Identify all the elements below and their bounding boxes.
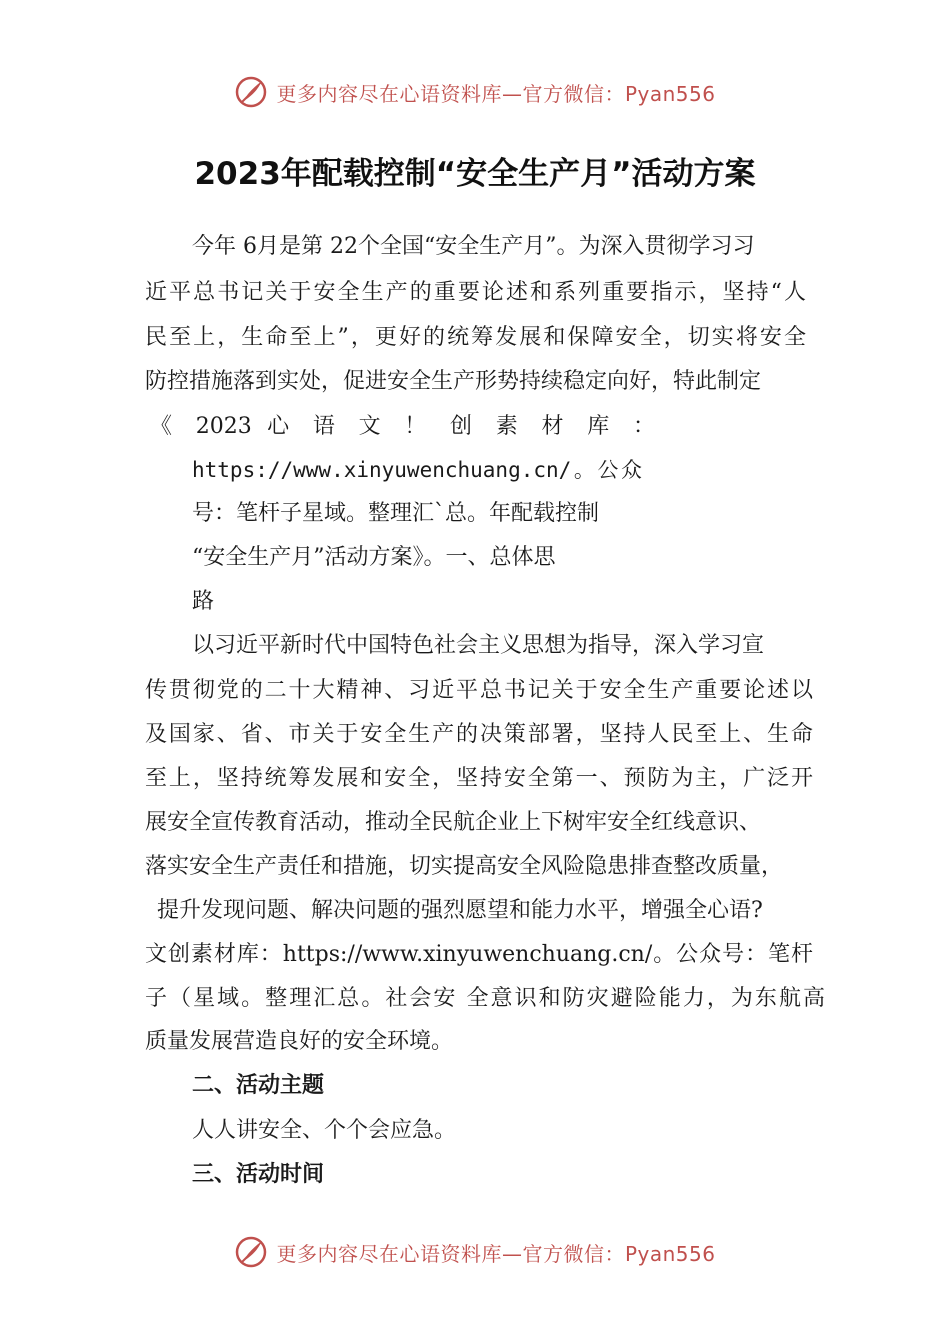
body-line: 至上，坚持统筹发展和安全，坚持安全第一、预防为主，广泛开 bbox=[145, 766, 813, 791]
body-line: 防控措施落到实处，促进安全生产形势持续稳定向好，特此制定 bbox=[145, 369, 762, 394]
watermark-footer bbox=[0, 1230, 950, 1274]
body-line: 以习近平新时代中国特色社会主义思想为指导，深入学习宣 bbox=[192, 633, 765, 658]
body-line: 子（星域。整理汇总。社会安 全意识和防灾避险能力，为东航高 bbox=[145, 986, 825, 1011]
quill-circle-icon bbox=[234, 75, 268, 109]
document-title: 2023年配载控制“安全生产月”活动方案 bbox=[194, 156, 756, 192]
body-line: “安全生产月”活动方案》。一、总体思 bbox=[192, 545, 556, 570]
body-line: 传贯彻党的二十大精神、习近平总书记关于安全生产重要论述以 bbox=[145, 678, 813, 703]
body-line: 今年 6月是第 22个全国“安全生产月”。为深入贯彻学习习 bbox=[192, 234, 755, 259]
body-line: 人人讲安全、个个会应急。 bbox=[192, 1118, 457, 1143]
body-line: 落实安全生产责任和措施，切实提高安全风险隐患排查整改质量， bbox=[145, 854, 784, 879]
body-line: 号：笔杆子星域。整理汇`总。年配载控制 bbox=[192, 501, 600, 526]
section-heading: 二、活动主题 bbox=[192, 1073, 325, 1098]
body-line: 《 2023 心 语 文 ！ 创 素 材 库 ： bbox=[150, 414, 655, 439]
body-line: https://www.xinyuwenchuang.cn/。公众 bbox=[192, 458, 642, 482]
body-line: 质量发展营造良好的安全环境。 bbox=[145, 1029, 454, 1054]
body-line: 文创素材库：https://www.xinyuwenchuang.cn/。公众号：笔杆 bbox=[145, 942, 813, 967]
watermark-text: 更多内容尽在心语资料库—官方微信：Pyan556 bbox=[276, 1241, 716, 1266]
quill-circle-icon bbox=[234, 1235, 268, 1269]
watermark-text: 更多内容尽在心语资料库—官方微信：Pyan556 bbox=[276, 81, 716, 106]
body-line: 及国家、省、市关于安全生产的决策部署，坚持人民至上、生命 bbox=[145, 722, 813, 747]
body-line: 民至上，生命至上”，更好的统筹发展和保障安全，切实将安全 bbox=[145, 325, 806, 350]
body-line: 提升发现问题、解决问题的强烈愿望和能力水平，增强全心语? bbox=[157, 898, 763, 923]
watermark-header bbox=[0, 70, 950, 114]
section-heading: 三、活动时间 bbox=[192, 1162, 325, 1187]
body-line: 路 bbox=[192, 589, 215, 614]
body-line: 展安全宣传教育活动，推动全民航企业上下树牢安全红线意识、 bbox=[145, 810, 762, 835]
body-line: 近平总书记关于安全生产的重要论述和系列重要指示，坚持“人 bbox=[145, 280, 806, 305]
